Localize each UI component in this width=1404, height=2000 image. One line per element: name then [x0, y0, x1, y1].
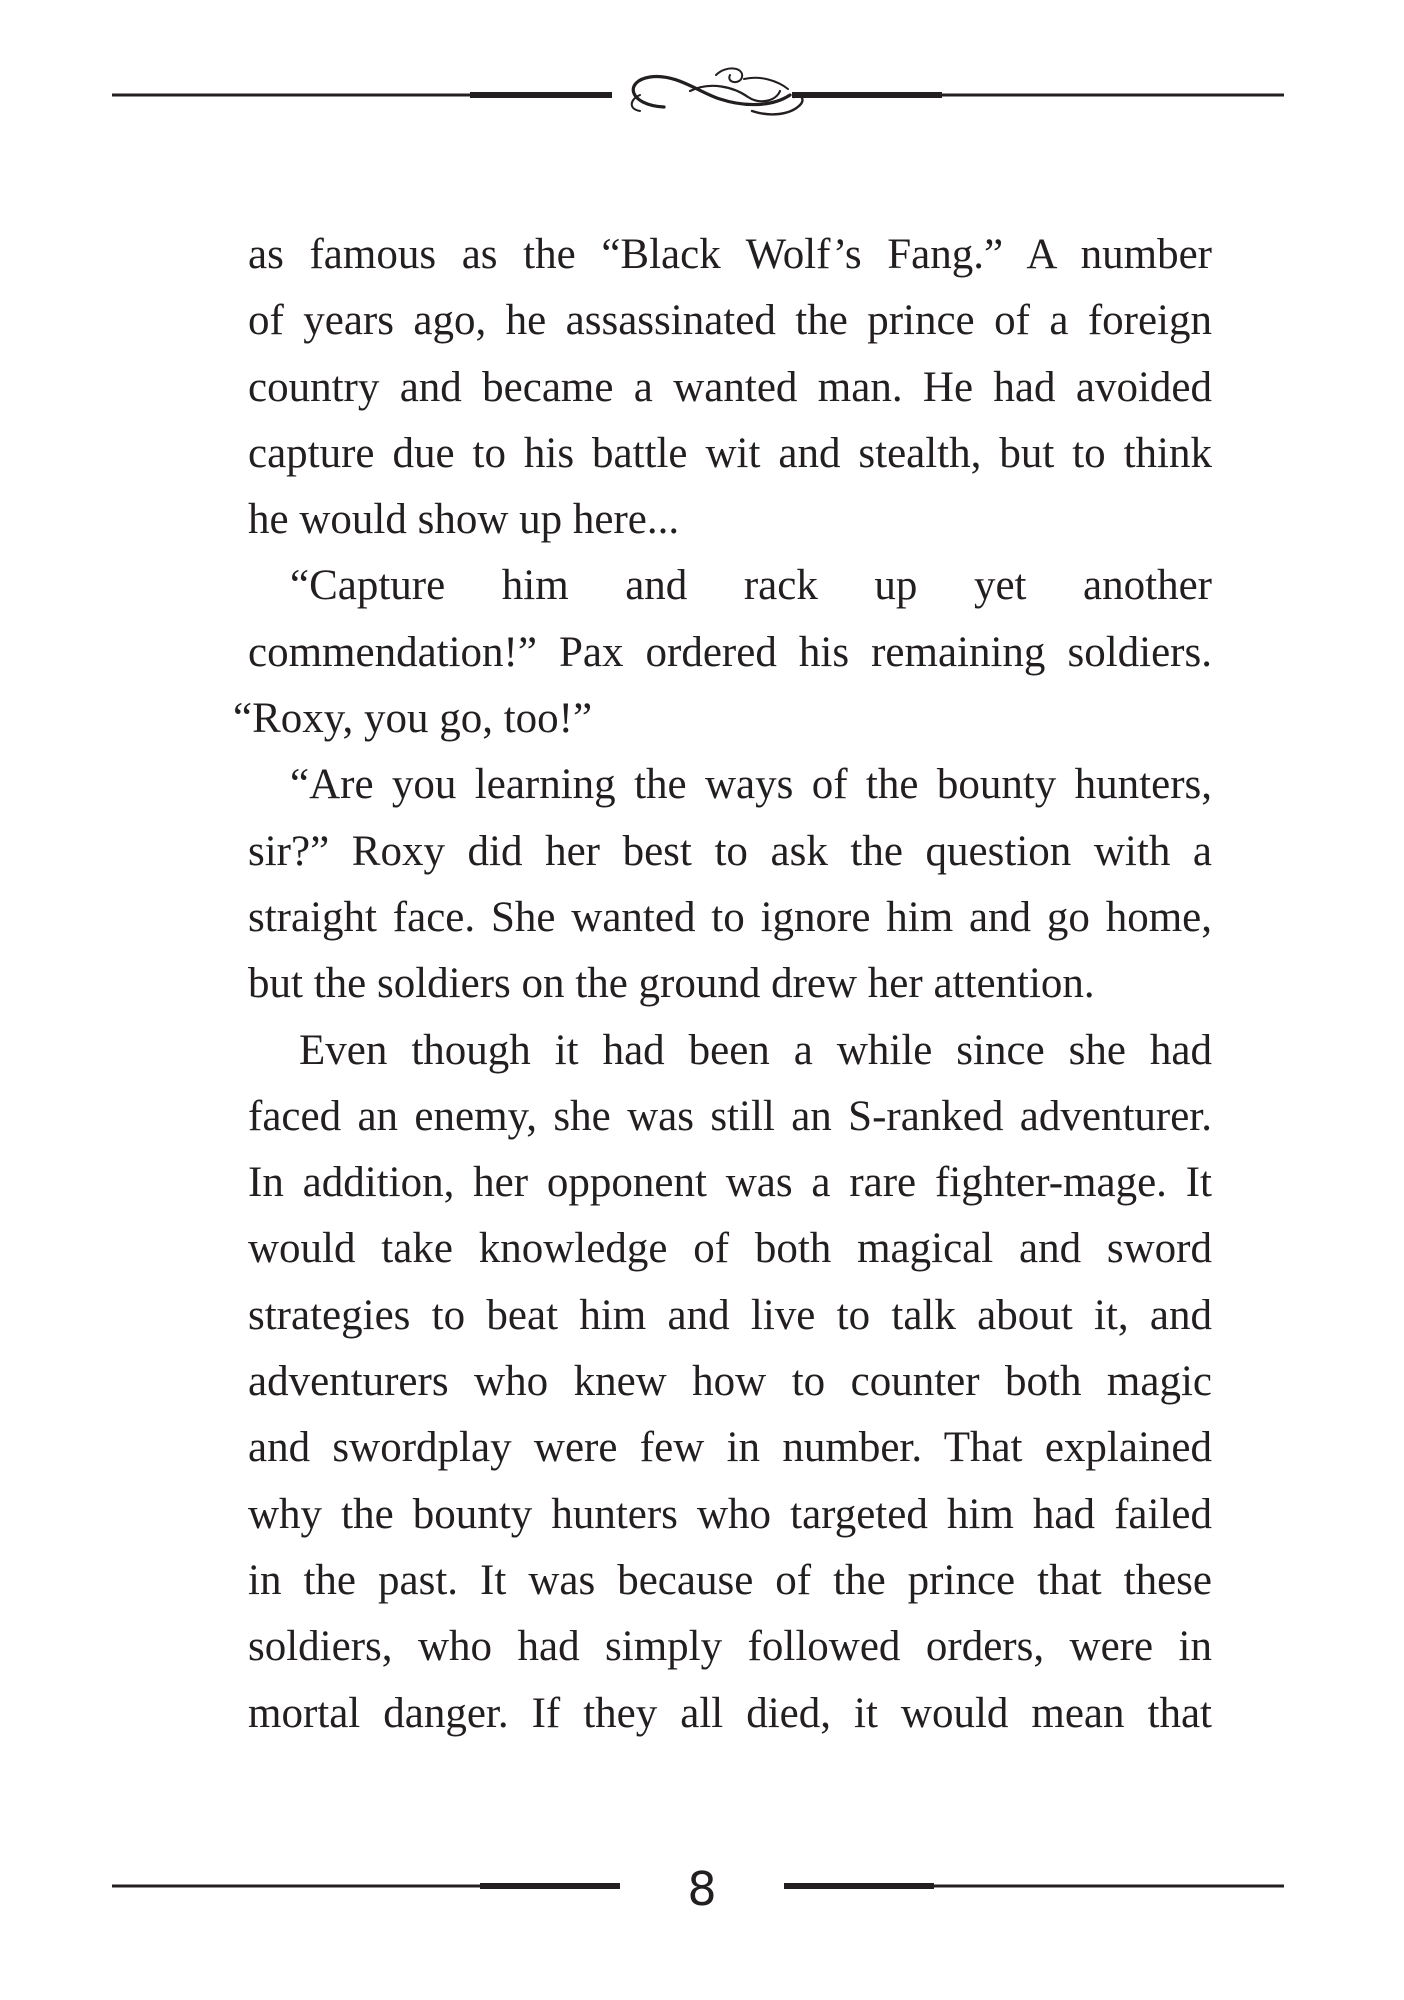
text-line: commendation!” Pax ordered his remaining soldiers.	[248, 628, 1212, 676]
text-line: faced an enemy, she was still an S-ranked adventurer.	[248, 1092, 1212, 1140]
body-text	[233, 222, 1212, 1747]
text-line: soldiers, who had simply followed orders, were in	[248, 1623, 1212, 1671]
text-line: would take knowledge of both magical and sword	[248, 1225, 1212, 1273]
text-line: strategies to beat him and live to talk about it, and	[248, 1291, 1212, 1339]
footer-rule-right-thick	[784, 1883, 934, 1889]
text-line: Even though it had been a while since she had	[299, 1026, 1212, 1074]
text-line: in the past. It was because of the prince that these	[248, 1556, 1212, 1604]
text-line: adventurers who knew how to counter both magic	[248, 1358, 1212, 1406]
text-line: country and became a wanted man. He had avoided	[248, 363, 1212, 411]
text-line: capture due to his battle wit and stealth, but to think	[248, 429, 1212, 477]
flourish-ornament-icon	[632, 68, 803, 114]
text-line: sir?” Roxy did her best to ask the question with a	[248, 827, 1212, 875]
text-line: straight face. She wanted to ignore him and go home,	[248, 893, 1212, 941]
text-line: “Are you learning the ways of the bounty hunters,	[290, 761, 1212, 809]
text-line: In addition, her opponent was a rare fighter-mage. It	[248, 1159, 1212, 1207]
text-line: of years ago, he assassinated the prince of a foreign	[248, 297, 1212, 345]
header-rule-left-thick	[470, 92, 612, 98]
text-line: “Capture him and rack up yet another	[290, 562, 1212, 610]
text-line: and swordplay were few in number. That explained	[248, 1424, 1212, 1472]
header-rule-right-thick	[792, 92, 942, 98]
text-line: as famous as the “Black Wolf’s Fang.” A number	[248, 231, 1212, 278]
text-line: “Roxy, you go, too!”	[233, 695, 593, 743]
footer-rule-left-thick	[480, 1883, 620, 1889]
page-number: 8	[687, 1862, 717, 1916]
header-ornament	[0, 55, 1404, 135]
text-line: he would show up here...	[248, 496, 680, 544]
text-line: why the bounty hunters who targeted him had failed	[248, 1490, 1212, 1538]
text-line: but the soldiers on the ground drew her attention.	[248, 960, 1095, 1008]
text-line: mortal danger. If they all died, it would mean that	[248, 1689, 1212, 1737]
